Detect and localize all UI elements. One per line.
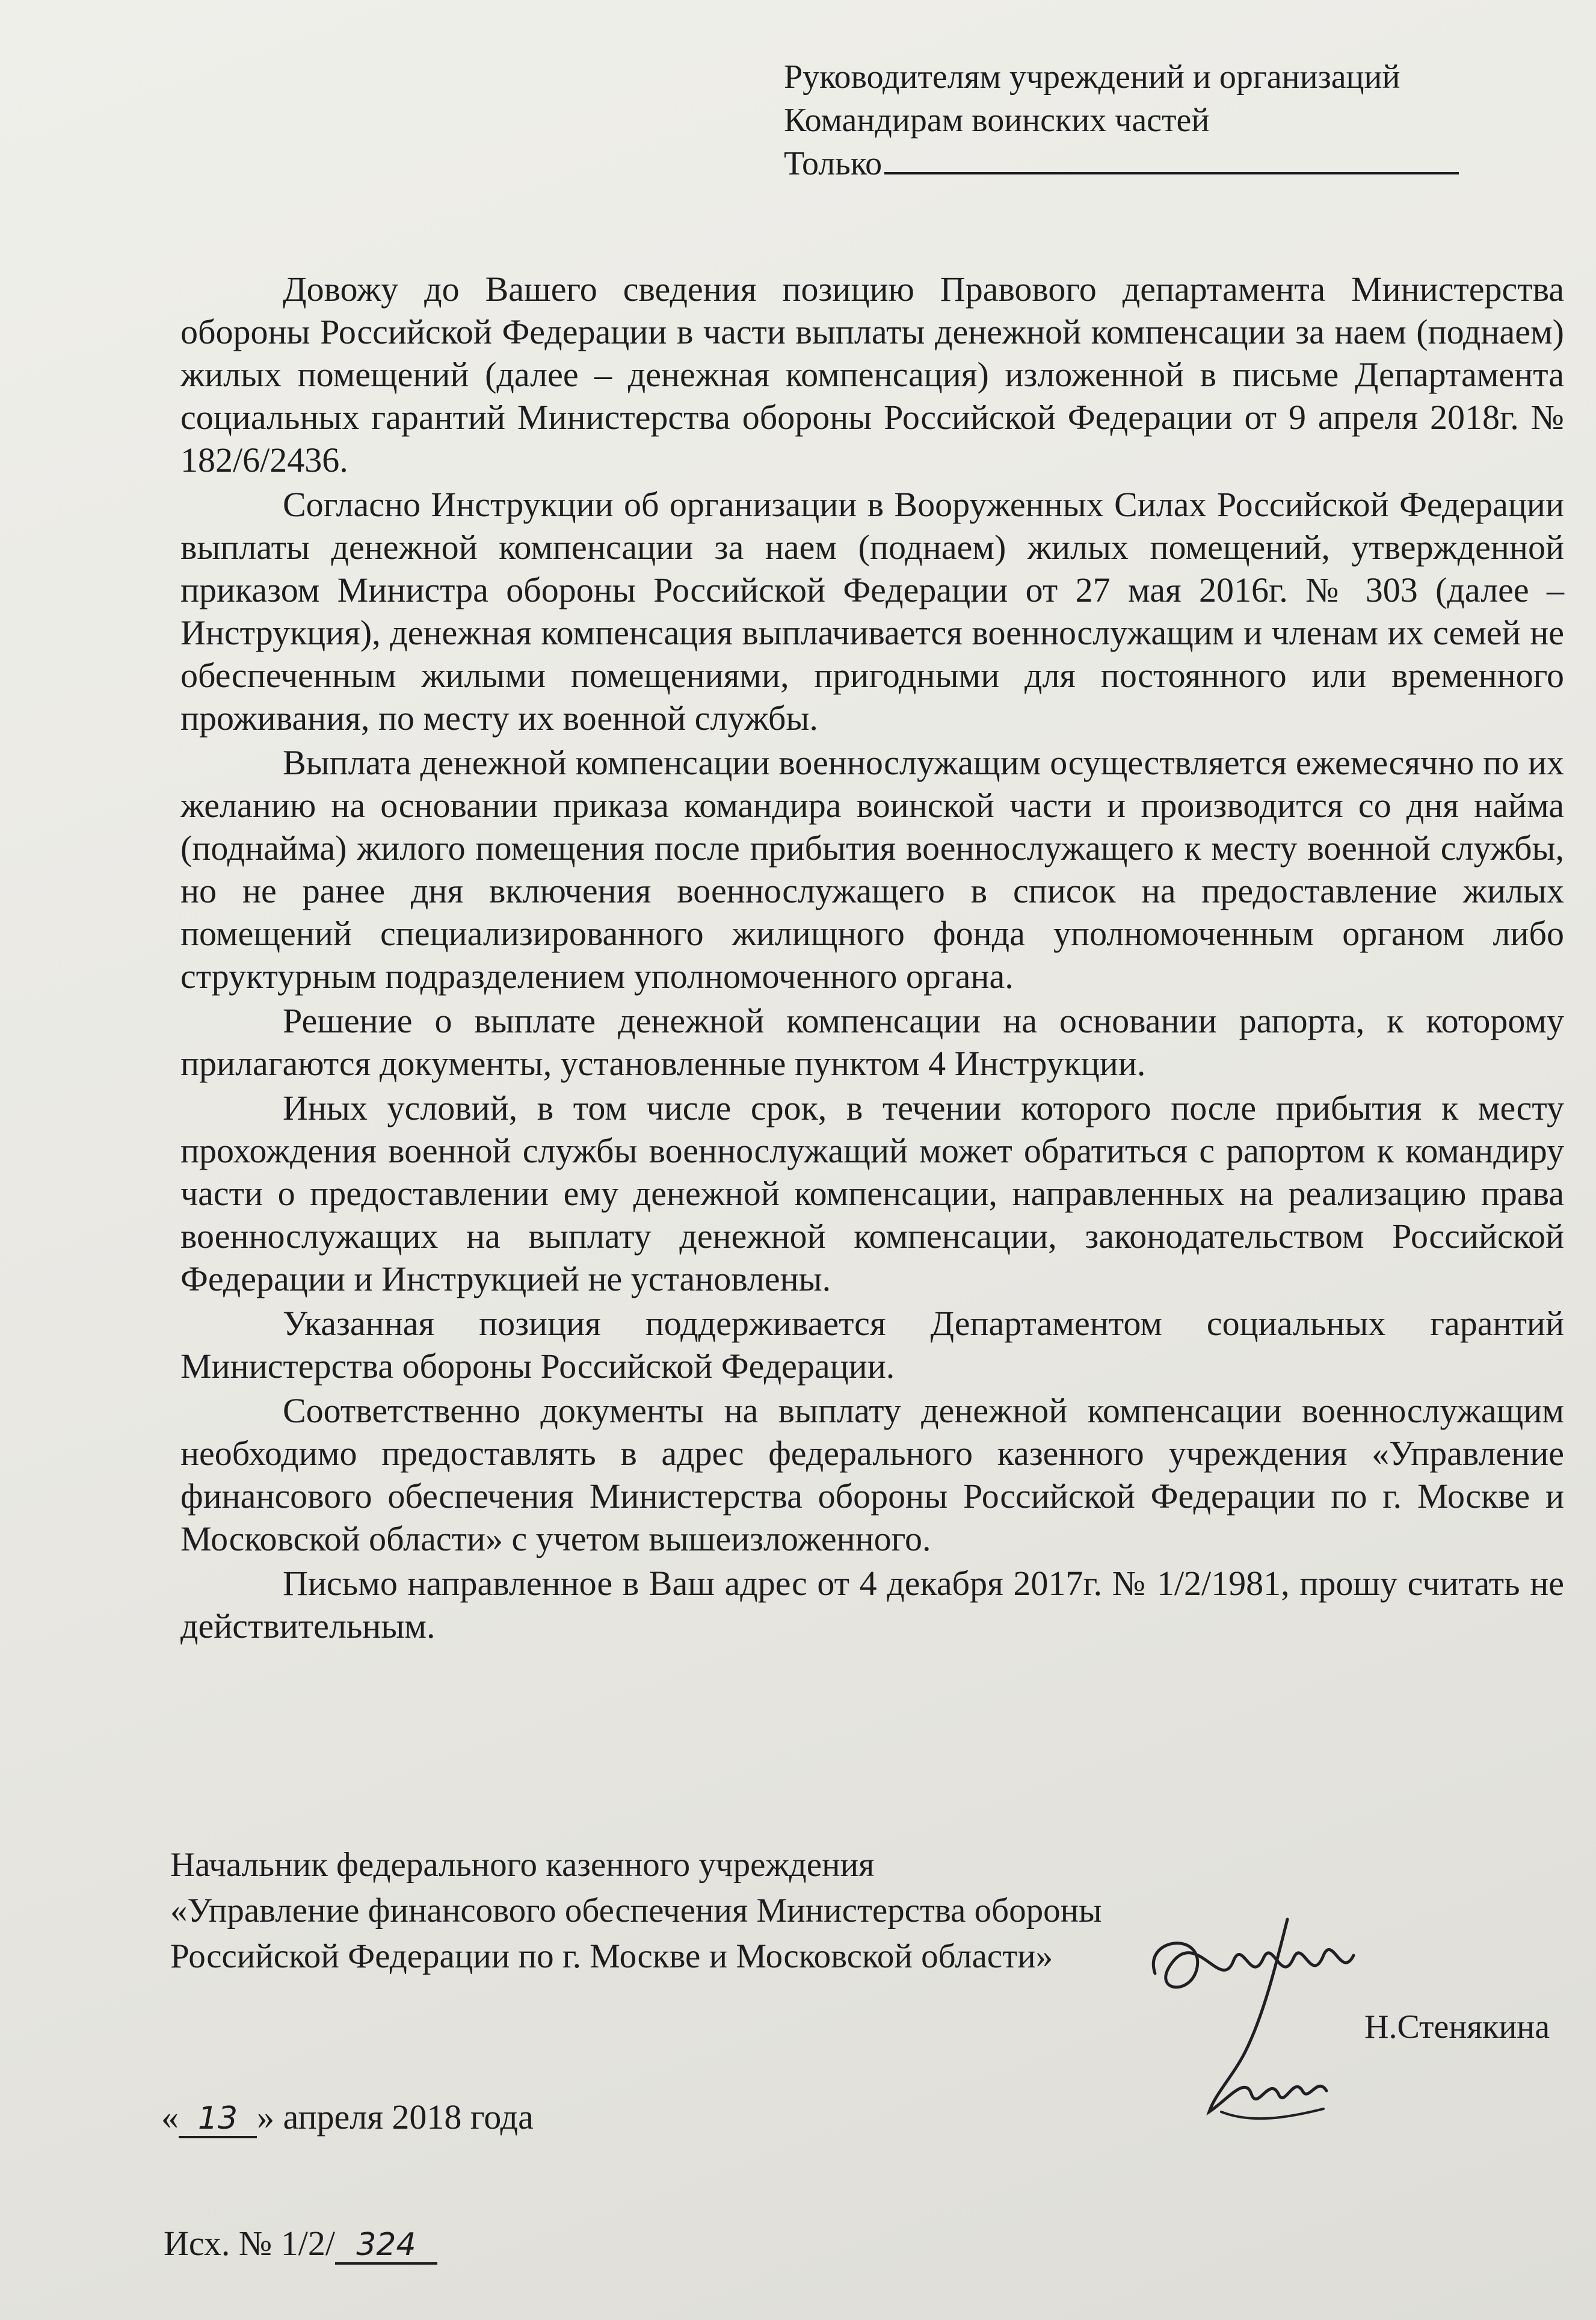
paragraph: Довожу до Вашего сведения позицию Правового департамента Министерства обороны Российской Федерации в части выплаты денежной компенсации за наем (поднаем) жилых помещений (далее – денежная компенсация) изложенной в письме Департамента социальных гарантий Министерства обороны Российской Федерации от 9 апреля 2018г. № 182/6/2436.: [180, 270, 1564, 480]
signer-position-line-1: Начальник федерального казенного учреждения: [170, 1846, 875, 1884]
date-rest: » апреля 2018 года: [257, 2097, 534, 2136]
handwritten-signature: [1131, 1895, 1384, 2148]
addressee-block: [784, 55, 1506, 185]
paragraph: Указанная позиция поддерживается Департаментом социальных гарантий Министерства обороны Российской Федерации.: [180, 1304, 1564, 1386]
signer-name: Н.Стенякина: [1364, 2008, 1550, 2046]
paragraph: Согласно Инструкции об организации в Вооруженных Силах Российской Федерации выплаты денежной компенсации за наем (поднаем) жилых помещений, утвержденной приказом Министра обороны Российской Федерации от 27 мая 2016г. № 303 (далее – Инструкция), денежная компенсация выплачивается военнослужащим и членам их семей не обеспеченным жилыми помещениями, пригодными для постоянного или временного проживания, по месту их военной службы.: [180, 485, 1564, 738]
signer-position-line-3: Российской Федерации по г. Москве и Московской области»: [170, 1937, 1053, 1975]
letter-body: [180, 268, 1564, 1649]
signer-position-line-2: «Управление финансового обеспечения Министерства обороны: [170, 1892, 1102, 1930]
paragraph: Решение о выплате денежной компенсации на основании рапорта, к которому прилагаются документы, установленные пунктом 4 Инструкции.: [180, 1001, 1564, 1083]
paragraph: Письмо направленное в Ваш адрес от 4 декабря 2017г. № 1/2/1981, прошу считать не действительным.: [180, 1564, 1564, 1646]
date-open-quote: «: [161, 2097, 179, 2136]
addressee-line-2: Командирам воинских частей: [784, 102, 1210, 139]
document-date: [161, 2097, 534, 2138]
paragraph: Соответственно документы на выплату денежной компенсации военнослужащим необходимо предоставлять в адрес федерального казенного учреждения «Управление финансового обеспечения Министерства обороны Российской Федерации по г. Москве и Московской области» с учетом вышеизложенного.: [180, 1391, 1564, 1558]
blank-fill-line: [884, 143, 1459, 174]
addressee-only-label: Только: [784, 145, 883, 182]
handwritten-outgoing-number: 324: [335, 2227, 437, 2265]
outgoing-number: [164, 2223, 437, 2265]
addressee-line-1: Руководителям учреждений и организаций: [784, 58, 1400, 96]
addressee-line-3: [784, 142, 1506, 185]
paragraph: Выплата денежной компенсации военнослужащим осуществляется ежемесячно по их желанию на основании приказа командира воинской части и производится со дня найма (поднайма) жилого помещения после прибытия военнослужащего к месту военной службы, но не ранее дня включения военнослужащего в список на предоставление жилых помещений специализированного жилищного фонда уполномоченным органом либо структурным подразделением уполномоченного органа.: [180, 743, 1564, 996]
paragraph: Иных условий, в том числе срок, в течении которого после прибытия к месту прохождения военной службы военнослужащий может обратиться с рапортом к командиру части о предоставлении ему денежной компенсации, направленных на реализацию права военнослужащих на выплату денежной компенсации, законодательством Российской Федерации и Инструкцией не установлены.: [180, 1088, 1564, 1298]
outgoing-label: Исх. № 1/2/: [164, 2224, 335, 2263]
handwritten-day: 13: [179, 2101, 257, 2138]
